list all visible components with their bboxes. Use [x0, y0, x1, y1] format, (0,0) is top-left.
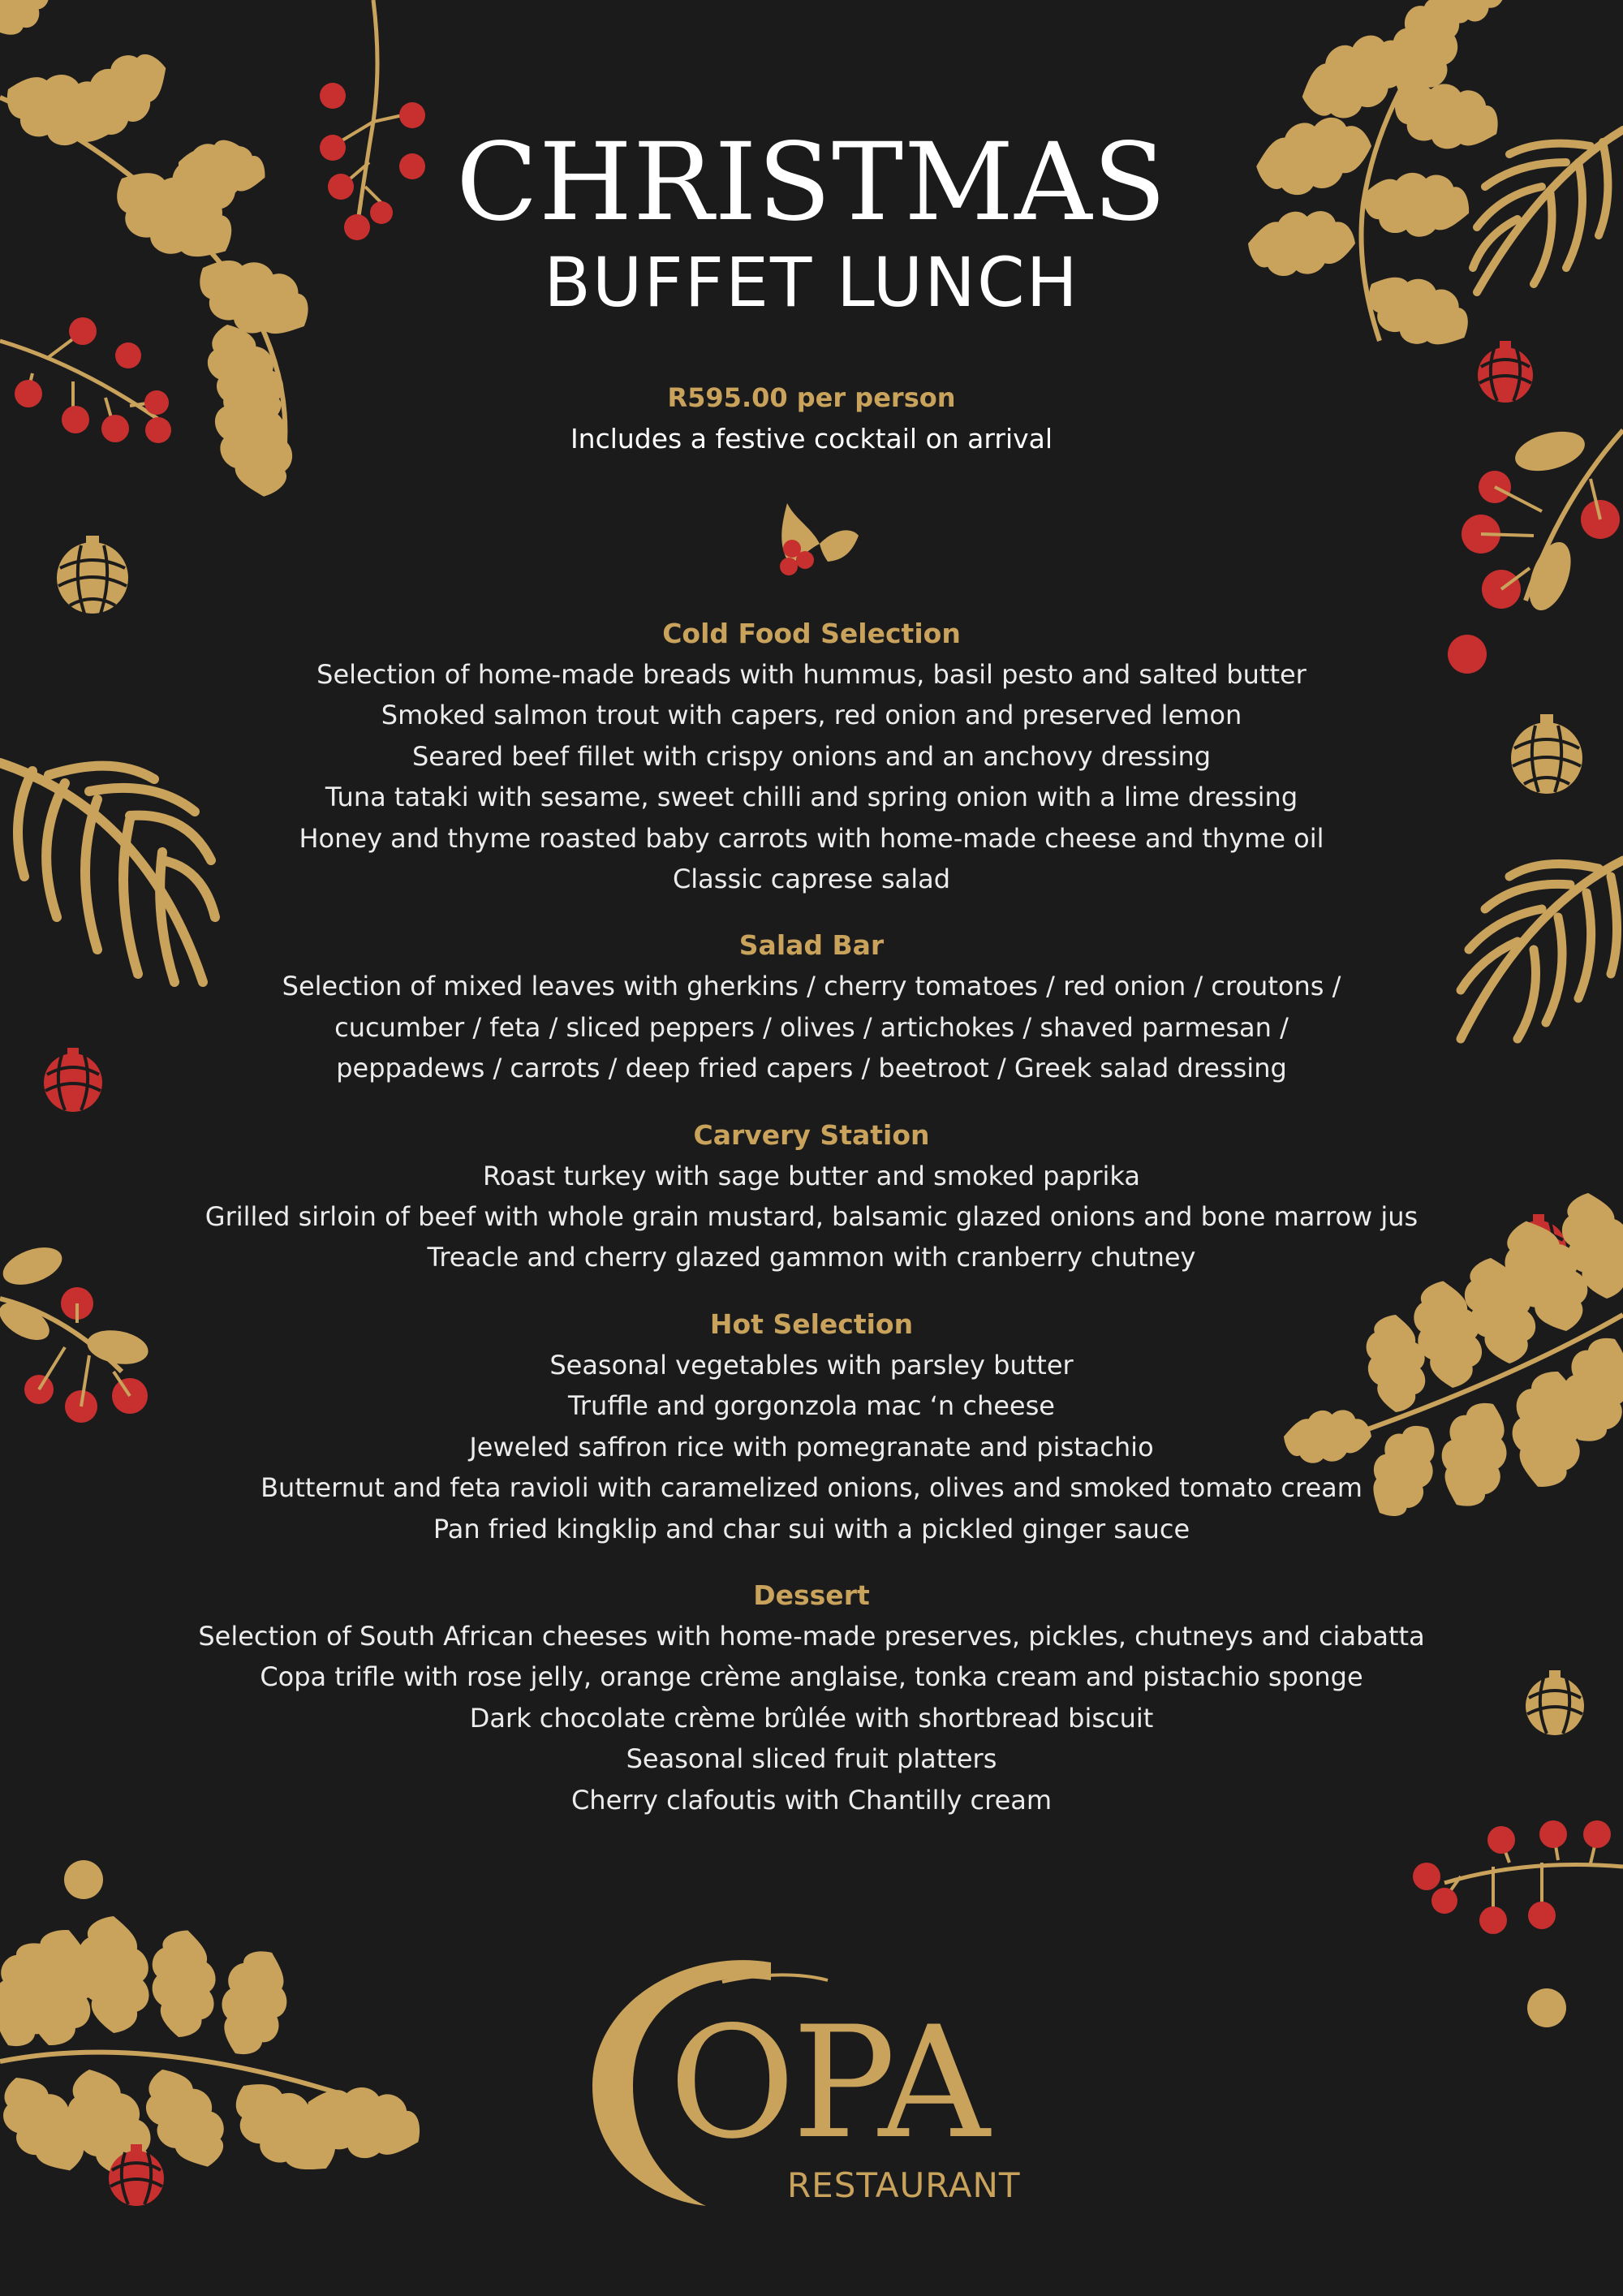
menu-section-carvery	[0, 1115, 1623, 1278]
section-title: Carvery Station	[693, 1118, 930, 1151]
section-title: Dessert	[753, 1579, 870, 1611]
menu-item: Cherry clafoutis with Chantilly cream	[570, 1784, 1053, 1816]
menu-item: cucumber / feta / sliced peppers / olives / artichokes / shaved parmesan /	[334, 1011, 1289, 1043]
includes-text: Includes a festive cocktail on arrival	[570, 423, 1053, 454]
menu-item: Selection of mixed leaves with gherkins / cherry tomatoes / red onion / croutons /	[282, 971, 1341, 1002]
menu-item: Selection of South African cheeses with home-made preserves, pickles, chutneys and ciabatta	[198, 1620, 1425, 1652]
holly-sprig-icon	[780, 503, 859, 575]
menu-item: Grilled sirloin of beef with whole grain mustard, balsamic glazed onions and bone marrow jus	[204, 1201, 1419, 1233]
logo-wordmark: OPA	[669, 1993, 987, 2173]
menu-item: Classic caprese salad	[672, 864, 951, 895]
gold-dot-icon	[1527, 1988, 1566, 2027]
menu-item: Pan fried kingklip and char sui with a pickled ginger sauce	[433, 1513, 1190, 1544]
section-items	[0, 1616, 1623, 1820]
menu-item: Tuna tataki with sesame, sweet chilli and spring onion with a lime dressing	[325, 782, 1298, 813]
menu-item: Treacle and cherry glazed gammon with cranberry chutney	[427, 1242, 1196, 1273]
menu-item: Smoked salmon trout with capers, red onion and preserved lemon	[381, 700, 1242, 731]
menu-item: Seasonal vegetables with parsley butter	[549, 1349, 1074, 1381]
price-text: R595.00 per person	[667, 382, 956, 413]
menu-sections	[0, 614, 1623, 1846]
section-title: Hot Selection	[709, 1307, 914, 1340]
page-subtitle: BUFFET LUNCH	[544, 243, 1079, 322]
page-title: CHRISTMAS	[455, 120, 1168, 245]
menu-item: Butternut and feta ravioli with caramelized onions, olives and smoked tomato cream	[260, 1472, 1363, 1504]
menu-item: Seared beef fillet with crispy onions and an anchovy dressing	[411, 740, 1212, 772]
section-items	[0, 1156, 1623, 1278]
logo-tagline: RESTAURANT	[787, 2165, 1021, 2205]
section-items	[0, 1345, 1623, 1549]
holly-branch-bottom-left-icon	[0, 1916, 430, 2194]
section-title: Salad Bar	[738, 929, 885, 962]
menu-section-dessert	[0, 1575, 1623, 1820]
menu-item: peppadews / carrots / deep fried capers / beetroot / Greek salad dressing	[336, 1053, 1287, 1084]
menu-section-cold-food	[0, 614, 1623, 899]
menu-item: Honey and thyme roasted baby carrots with home-made cheese and thyme oil	[299, 822, 1324, 854]
gold-dot-icon	[64, 1860, 103, 1899]
menu-item: Truffle and gorgonzola mac ‘n cheese	[568, 1390, 1055, 1422]
menu-item: Selection of home-made breads with hummus, basil pesto and salted butter	[316, 659, 1307, 690]
bauble-icon	[57, 536, 128, 614]
menu-item: Dark chocolate crème brûlée with shortbread biscuit	[469, 1702, 1154, 1734]
section-title: Cold Food Selection	[662, 618, 961, 649]
section-items	[0, 966, 1623, 1088]
menu-item: Jeweled saffron rice with pomegranate and pistachio	[469, 1431, 1154, 1462]
menu-item: Copa trifle with rose jelly, orange crème anglaise, tonka cream and pistachio sponge	[260, 1661, 1363, 1693]
menu-section-salad-bar	[0, 925, 1623, 1088]
menu-section-hot-selection	[0, 1304, 1623, 1549]
menu-item: Roast turkey with sage butter and smoked paprika	[483, 1160, 1140, 1191]
section-items	[0, 654, 1623, 899]
menu-item: Seasonal sliced fruit platters	[626, 1743, 997, 1775]
